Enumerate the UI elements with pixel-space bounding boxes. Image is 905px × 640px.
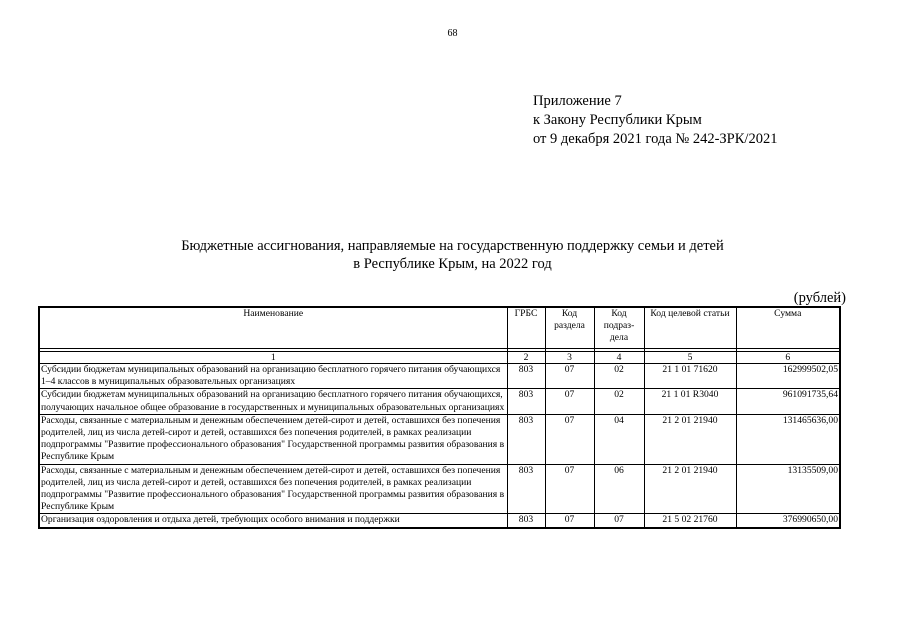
row-name: Расходы, связанные с материальным и денежным обеспечением детей-сирот и детей, оставшихся без попечения родителей, лиц из числа детей-сирот и детей, оставшихся без попечения родителей, в рамках реализации подпрограммы "Развитие профессионального образования" Государственной программы развития образования в Республике Крым	[39, 414, 507, 464]
row-grbs: 803	[507, 389, 545, 414]
column-number: 3	[545, 352, 594, 364]
row-subsection: 02	[594, 389, 644, 414]
row-sum: 961091735,64	[736, 389, 840, 414]
title-line: Бюджетные ассигнования, направляемые на государственную поддержку семьи и детей	[181, 238, 724, 254]
header-target: Код целевой статьи	[644, 307, 736, 349]
column-number-row	[39, 352, 840, 364]
row-grbs: 803	[507, 414, 545, 464]
document-title	[0, 237, 905, 273]
table-row	[39, 464, 840, 514]
title-line: в Республике Крым, на 2022 год	[353, 256, 552, 272]
table-row	[39, 414, 840, 464]
row-target: 21 5 02 21760	[644, 514, 736, 528]
row-grbs: 803	[507, 464, 545, 514]
row-section: 07	[545, 389, 594, 414]
table-row	[39, 364, 840, 389]
column-number: 4	[594, 352, 644, 364]
row-name: Субсидии бюджетам муниципальных образований на организацию бесплатного горячего питания обучающихся 1–4 классов в муниципальных образовательных организациях	[39, 364, 507, 389]
page-number: 68	[447, 28, 458, 39]
row-sum: 13135509,00	[736, 464, 840, 514]
row-name: Субсидии бюджетам муниципальных образований на организацию бесплатного горячего питания обучающихся, получающих начальное общее образование в государственных и муниципальных образовательных организациях	[39, 389, 507, 414]
budget-table	[38, 306, 841, 529]
row-target: 21 2 01 21940	[644, 414, 736, 464]
table-header-row	[39, 307, 840, 349]
header-section: Код раздела	[545, 307, 594, 349]
currency-unit: (рублей)	[793, 290, 846, 306]
row-subsection: 04	[594, 414, 644, 464]
appendix-line: от 9 декабря 2021 года № 242-ЗРК/2021	[533, 131, 778, 147]
row-target: 21 1 01 R3040	[644, 389, 736, 414]
row-sum: 131465636,00	[736, 414, 840, 464]
appendix-line: к Закону Республики Крым	[533, 112, 702, 128]
row-target: 21 2 01 21940	[644, 464, 736, 514]
row-subsection: 07	[594, 514, 644, 528]
row-name: Расходы, связанные с материальным и денежным обеспечением детей-сирот и детей, оставшихся без попечения родителей, лиц из числа детей-сирот и детей, оставшихся без попечения родителей, в рамках реализации подпрограммы "Развитие профессионального образования" Государственной программы развития образования в Республике Крым	[39, 464, 507, 514]
appendix-line: Приложение 7	[533, 93, 622, 109]
header-sum: Сумма	[736, 307, 840, 349]
header-name: Наименование	[39, 307, 507, 349]
row-subsection: 02	[594, 364, 644, 389]
row-section: 07	[545, 364, 594, 389]
table-row	[39, 389, 840, 414]
row-grbs: 803	[507, 514, 545, 528]
row-target: 21 1 01 71620	[644, 364, 736, 389]
row-name: Организация оздоровления и отдыха детей, требующих особого внимания и поддержки	[39, 514, 507, 528]
appendix-block	[533, 92, 777, 149]
column-number: 5	[644, 352, 736, 364]
header-subsection: Код подраз-дела	[594, 307, 644, 349]
row-section: 07	[545, 514, 594, 528]
header-grbs: ГРБС	[507, 307, 545, 349]
row-sum: 376990650,00	[736, 514, 840, 528]
column-number: 2	[507, 352, 545, 364]
column-number: 1	[39, 352, 507, 364]
column-number: 6	[736, 352, 840, 364]
row-sum: 162999502,05	[736, 364, 840, 389]
row-section: 07	[545, 464, 594, 514]
row-subsection: 06	[594, 464, 644, 514]
table-row	[39, 514, 840, 528]
row-section: 07	[545, 414, 594, 464]
row-grbs: 803	[507, 364, 545, 389]
